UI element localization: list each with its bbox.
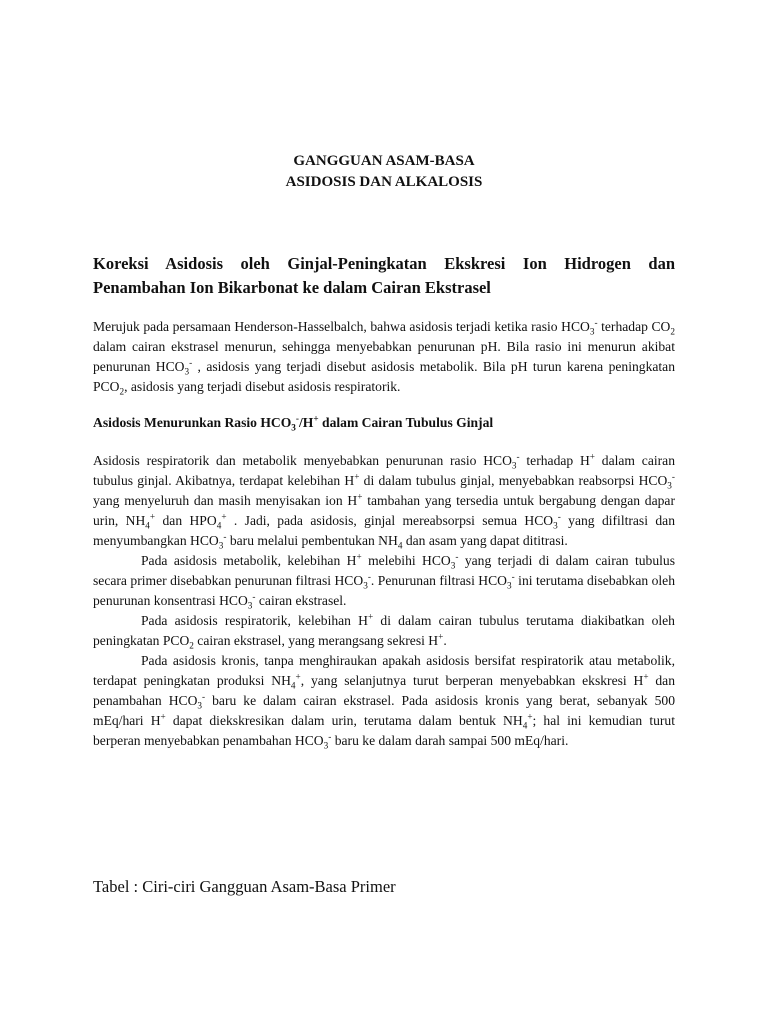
table-caption: Tabel : Ciri-ciri Gangguan Asam-Basa Primer (93, 877, 396, 896)
paragraph-2: Pada asidosis metabolik, kelebihan H+ melebihi $HCO_3^-$ yang terjadi di dalam cairan tubulus secara primer disebabkan penurunan filtrasi $HCO_3^-$. Penurunan filtrasi $HCO_3^-$ ini terutama disebabkan oleh penurunan konsentrasi $HCO_3^-$ cairan ekstrasel. (93, 551, 676, 611)
title-line-1: GANGGUAN ASAM-BASA (293, 153, 475, 169)
paragraph-4: Pada asidosis kronis, tanpa menghiraukan apakah asidosis bersifat respiratorik atau metabolik, terdapat peningkatan produksi $NH_4^+$, yang selanjutnya turut berperan menyebabkan ekskresi H+ dan penambahan $HCO_3^-$ baru ke dalam cairan ekstrasel. Pada asidosis kronis yang berat, sebanyak 500 mEq/hari H+ dapat diekskresikan dalam urin, terutama dalam bentuk $NH_4^+$; hal ini kemudian turut berperan menyebabkan penambahan $HCO_3^-$ baru ke dalam darah sampai 500 mEq/hari. (93, 653, 675, 751)
document-title (0, 151, 768, 193)
main-body (93, 451, 675, 751)
title-line-2: ASIDOSIS DAN ALKALOSIS (285, 174, 483, 190)
paragraph-3: Pada asidosis respiratorik, kelebihan H+ di dalam cairan tubulus terutama diakibatkan oleh peningkatan $PCO_2$ cairan ekstrasel, yang merangsang sekresi H+. (93, 611, 675, 651)
intro-paragraph: Merujuk pada persamaan Henderson-Hasselbalch, bahwa asidosis terjadi ketika rasio $HCO_3^-$ terhadap $CO_2$ dalam cairan ekstrasel menurun, sehingga menyebabkan penurunan pH. Bila rasio ini menurun akibat penurunan $HCO_3^-$ , asidosis yang terjadi disebut asidosis metabolik. Bila pH turun karena peningkatan $PCO_2$, asidosis yang terjadi disebut asidosis respiratorik. (93, 317, 676, 397)
paragraph-1: Asidosis respiratorik dan metabolik menyebabkan penurunan rasio $HCO_3^-$ terhadap H+ dalam cairan tubulus ginjal. Akibatnya, terdapat kelebihan H+ di dalam tubulus ginjal, menyebabkan reabsorpsi $HCO_3^-$ yang menyeluruh dan masih menyisakan ion H+ tambahan yang tersedia untuk bergabung dengan dapar urin, $NH_4^+$ dan $HPO_4^+$ . Jadi, pada asidosis, ginjal mereabsorpsi semua $HCO_3^-$ yang difiltrasi dan menyumbangkan $HCO_3^-$ baru melalui pembentukan $NH_4$ dan asam yang dapat dititrasi. (93, 451, 675, 551)
section-heading: Koreksi Asidosis oleh Ginjal-Peningkatan Ekskresi Ion Hidrogen dan Penambahan Ion Bikarbonat ke dalam Cairan Ekstrasel (93, 254, 675, 297)
subsection-heading: Asidosis Menurunkan Rasio $HCO_3^-/H^+$ dalam Cairan Tubulus Ginjal (93, 413, 494, 433)
